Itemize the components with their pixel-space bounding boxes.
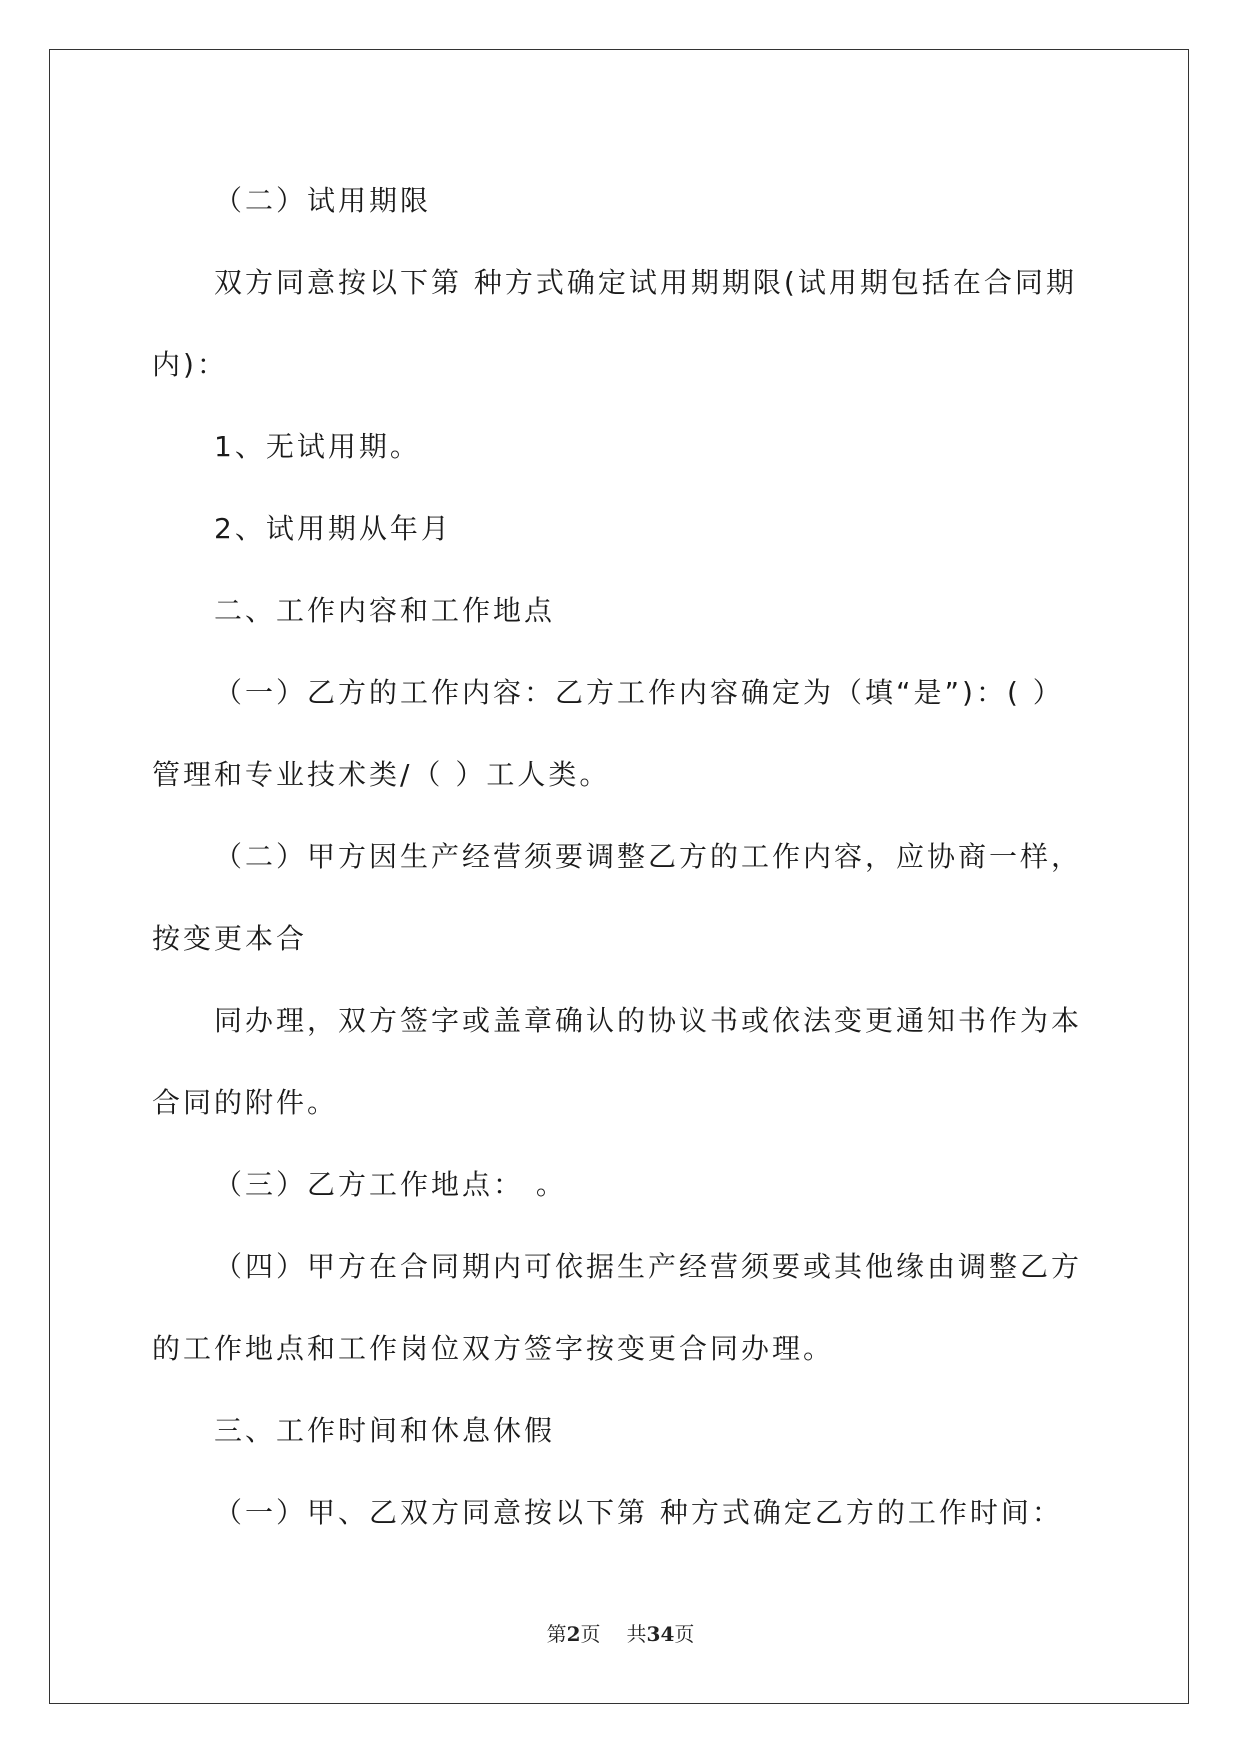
footer-page-mid: 页: [580, 1622, 601, 1646]
section-heading-work-hours: 三、工作时间和休息休假: [214, 1414, 556, 1447]
footer-page-total: 34: [646, 1622, 675, 1646]
paragraph-line: （一）甲、乙双方同意按以下第 种方式确定乙方的工作时间：: [214, 1496, 1063, 1529]
paragraph-line: 管理和专业技术类/（ ）工人类。: [152, 758, 611, 791]
paragraph-line: （四）甲方在合同期内可依据生产经营须要或其他缘由调整乙方: [214, 1250, 1083, 1283]
footer-total-suffix: 页: [674, 1622, 695, 1646]
footer-page-current: 2: [566, 1622, 581, 1646]
paragraph-line: 同办理，双方签字或盖章确认的协议书或依法变更通知书作为本: [214, 1004, 1083, 1037]
paragraph-line: 的工作地点和工作岗位双方签字按变更合同办理。: [152, 1332, 835, 1365]
paragraph-line: 内)：: [152, 348, 228, 381]
paragraph-line: （三）乙方工作地点： 。: [214, 1168, 567, 1201]
section-heading-probation-term: （二）试用期限: [214, 184, 432, 217]
footer-page-prefix: 第: [546, 1622, 567, 1646]
paragraph-line: 按变更本合: [152, 922, 308, 955]
list-item-no-probation: 1、无试用期。: [214, 430, 421, 463]
document-body: [152, 160, 1092, 1554]
paragraph-line: 合同的附件。: [152, 1086, 339, 1119]
paragraph-line: （二）甲方因生产经营须要调整乙方的工作内容，应协商一样，: [214, 840, 1083, 873]
paragraph-line: （一）乙方的工作内容：乙方工作内容确定为（填“是”)：( ）: [214, 676, 1064, 709]
page-footer: [0, 1618, 1241, 1647]
footer-total-prefix: 共: [626, 1622, 647, 1646]
list-item-probation-from: 2、试用期从年月: [214, 512, 452, 545]
section-heading-work-content: 二、工作内容和工作地点: [214, 594, 556, 627]
paragraph-line: 双方同意按以下第 种方式确定试用期期限(试用期包括在合同期: [214, 266, 1077, 299]
